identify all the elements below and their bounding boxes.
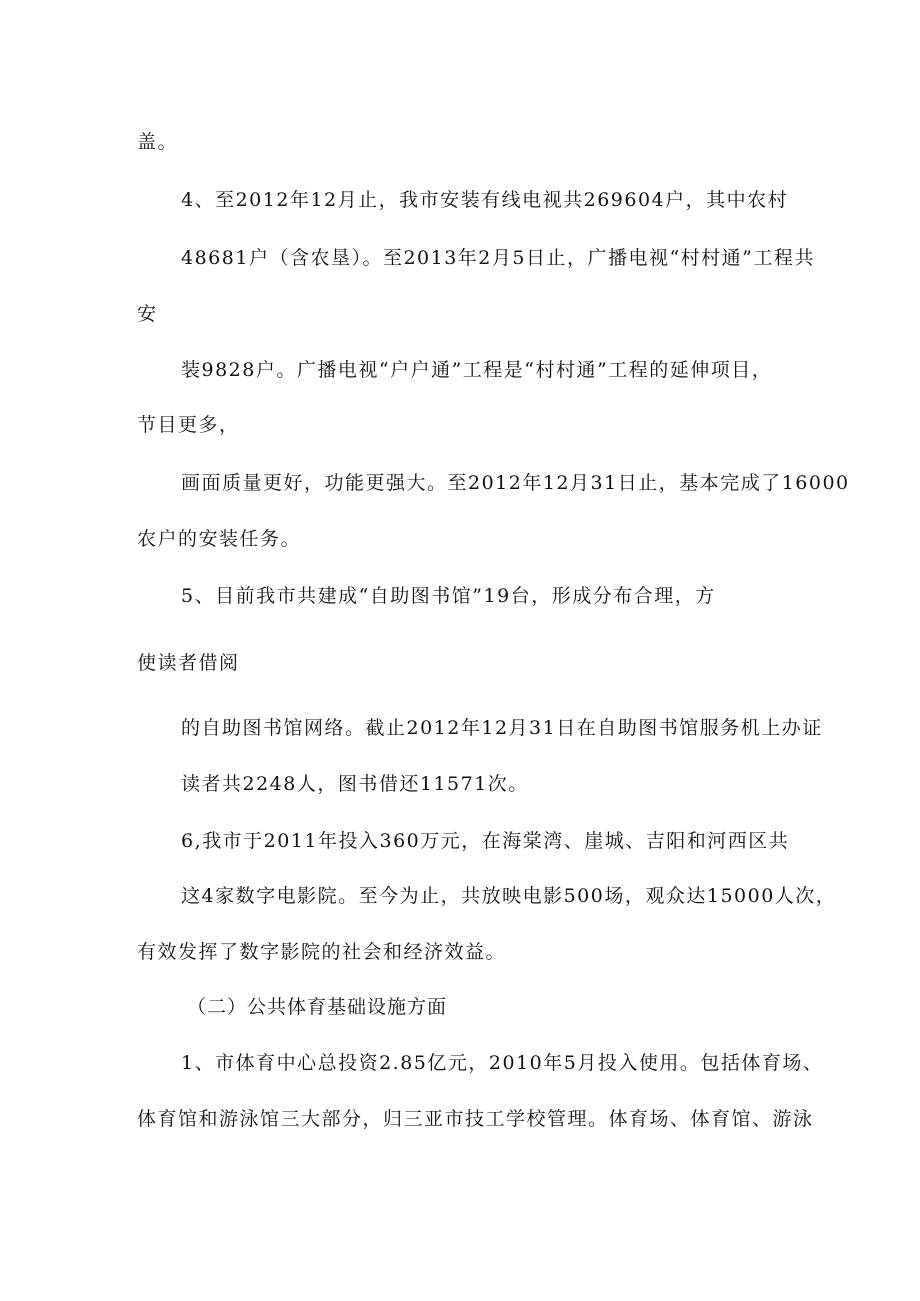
text-line-15: 有效发挥了数字影院的社会和经济效益。: [137, 941, 507, 963]
text-line-14: 这4家数字电影院。至今为止，共放映电影500场，观众达15000人次，: [181, 885, 837, 907]
text-line-3: 48681户（含农垦）。至2013年2月5日止，广播电视“村村通”工程共: [181, 247, 815, 269]
text-line-18: 体育馆和游泳馆三大部分，归三亚市技工学校管理。体育场、体育馆、游泳: [137, 1108, 814, 1130]
text-line-4: 安: [137, 303, 158, 325]
text-line-13: 6,我市于2011年投入360万元，在海棠湾、崖城、吉阳和河西区共: [181, 830, 790, 852]
text-line-5: 装9828户。广播电视“户户通”工程是“村村通”工程的延伸项目，: [181, 359, 773, 381]
text-line-6: 节目更多，: [137, 414, 240, 436]
text-line-9: 5、目前我市共建成“自助图书馆”19台，形成分布合理，方: [181, 585, 716, 607]
text-line-12: 读者共2248人，图书借还11571次。: [181, 773, 529, 795]
text-line-1: 盖。: [137, 131, 179, 153]
section-heading: （二）公共体育基础设施方面: [187, 996, 448, 1018]
text-line-8: 农户的安装任务。: [137, 528, 302, 550]
text-line-17: 1、市体育中心总投资2.85亿元，2010年5月投入使用。包括体育场、: [181, 1052, 824, 1074]
text-line-2: 4、至2012年12月止，我市安装有线电视共269604户，其中农村: [181, 189, 789, 211]
text-line-7: 画面质量更好，功能更强大。至2012年12月31日止，基本完成了16000: [181, 472, 850, 494]
text-line-11: 的自助图书馆网络。截止2012年12月31日在自助图书馆服务机上办证: [181, 717, 823, 739]
text-line-10: 使读者借阅: [137, 652, 240, 674]
